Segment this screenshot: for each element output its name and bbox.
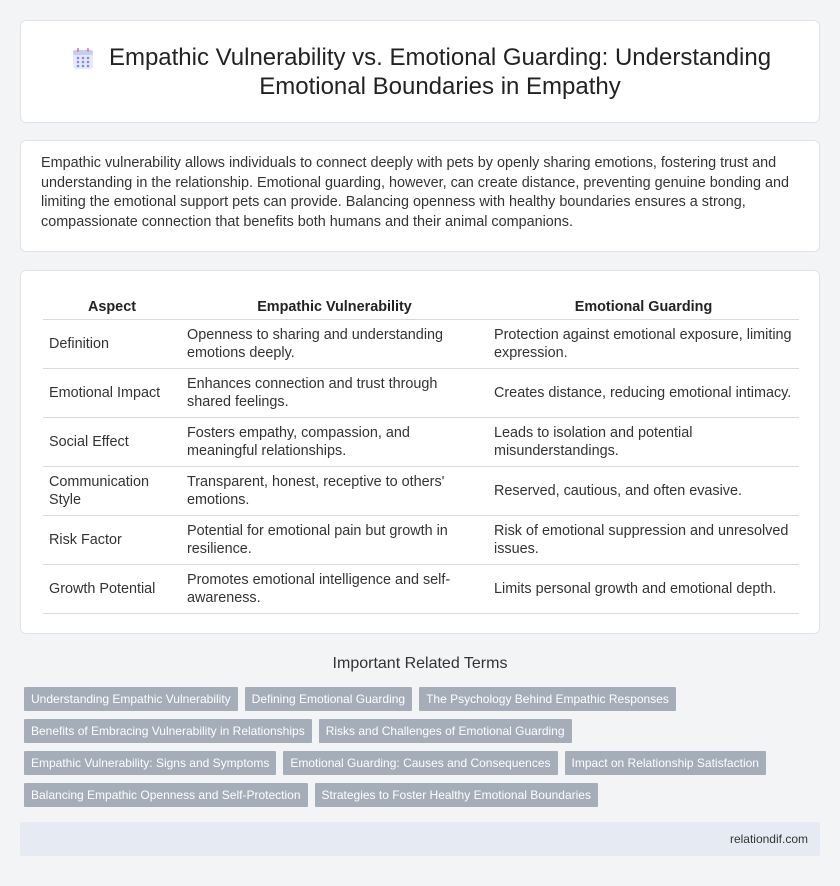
row-emotional-guarding: Reserved, cautious, and often evasive. bbox=[488, 466, 799, 515]
row-emotional-guarding: Leads to isolation and potential misunderstandings. bbox=[488, 417, 799, 466]
row-aspect: Social Effect bbox=[43, 417, 181, 466]
row-emotional-guarding: Protection against emotional exposure, limiting expression. bbox=[488, 319, 799, 368]
page-title-line2: Emotional Boundaries in Empathy bbox=[259, 72, 621, 100]
row-aspect: Communication Style bbox=[43, 466, 181, 515]
intro-text: Empathic vulnerability allows individuals to connect deeply with pets by openly sharing emotions, fostering trust and understanding in the relationship. Emotional guarding, however, can create distance, preventing genuine bonding and limiting the emotional support pets can provide. Balancing openness with healthy boundaries ensures a strong, compassionate connection that benefits both humans and their animal companions. bbox=[41, 155, 790, 230]
footer-site-link[interactable]: relationdif.com bbox=[729, 832, 808, 846]
row-aspect: Definition bbox=[43, 319, 181, 368]
row-aspect: Risk Factor bbox=[43, 515, 181, 564]
table-row bbox=[43, 417, 799, 466]
row-emotional-guarding: Risk of emotional suppression and unresolved issues. bbox=[488, 515, 799, 564]
tag-row bbox=[24, 751, 814, 775]
related-tag[interactable]: Benefits of Embracing Vulnerability in Relationships bbox=[24, 719, 312, 743]
row-empathic-vulnerability: Enhances connection and trust through shared feelings. bbox=[181, 368, 488, 417]
table-row bbox=[43, 319, 799, 368]
related-tag[interactable]: Strategies to Foster Healthy Emotional Boundaries bbox=[315, 783, 598, 807]
row-emotional-guarding: Limits personal growth and emotional depth. bbox=[488, 564, 799, 613]
tag-row bbox=[24, 719, 814, 743]
intro-card bbox=[20, 140, 820, 252]
column-header-emotional-guarding: Emotional Guarding bbox=[488, 295, 799, 319]
related-tag[interactable]: Impact on Relationship Satisfaction bbox=[565, 751, 766, 775]
row-aspect: Growth Potential bbox=[43, 564, 181, 613]
related-terms-title: Important Related Terms bbox=[332, 655, 508, 672]
table-row bbox=[43, 466, 799, 515]
row-empathic-vulnerability: Openness to sharing and understanding emotions deeply. bbox=[181, 319, 488, 368]
column-header-empathic-vulnerability: Empathic Vulnerability bbox=[181, 295, 488, 319]
related-tag[interactable]: Understanding Empathic Vulnerability bbox=[24, 687, 238, 711]
table-row bbox=[43, 368, 799, 417]
column-header-aspect: Aspect bbox=[43, 295, 181, 319]
row-empathic-vulnerability: Potential for emotional pain but growth in resilience. bbox=[181, 515, 488, 564]
tag-row bbox=[24, 783, 814, 807]
related-tag[interactable]: Defining Emotional Guarding bbox=[245, 687, 412, 711]
page-title-line1: Empathic Vulnerability vs. Emotional Guarding: Understanding bbox=[108, 43, 772, 71]
comparison-table bbox=[43, 295, 799, 614]
row-empathic-vulnerability: Fosters empathy, compassion, and meaningful relationships. bbox=[181, 417, 488, 466]
table-row bbox=[43, 564, 799, 613]
header-card bbox=[20, 20, 820, 123]
row-aspect: Emotional Impact bbox=[43, 368, 181, 417]
page-title bbox=[101, 43, 779, 101]
table-row bbox=[43, 515, 799, 564]
table-header-row bbox=[43, 295, 799, 319]
related-tag[interactable]: Empathic Vulnerability: Signs and Symptoms bbox=[24, 751, 276, 775]
related-tag[interactable]: Emotional Guarding: Causes and Consequences bbox=[283, 751, 557, 775]
related-terms-tags bbox=[24, 687, 814, 815]
related-tag[interactable]: The Psychology Behind Empathic Responses bbox=[419, 687, 676, 711]
footer bbox=[20, 822, 820, 856]
row-emotional-guarding: Creates distance, reducing emotional intimacy. bbox=[488, 368, 799, 417]
row-empathic-vulnerability: Transparent, honest, receptive to others' emotions. bbox=[181, 466, 488, 515]
related-tag[interactable]: Balancing Empathic Openness and Self-Protection bbox=[24, 783, 308, 807]
tag-row bbox=[24, 687, 814, 711]
comparison-table-card bbox=[20, 270, 820, 634]
row-empathic-vulnerability: Promotes emotional intelligence and self-awareness. bbox=[181, 564, 488, 613]
related-tag[interactable]: Risks and Challenges of Emotional Guarding bbox=[319, 719, 572, 743]
